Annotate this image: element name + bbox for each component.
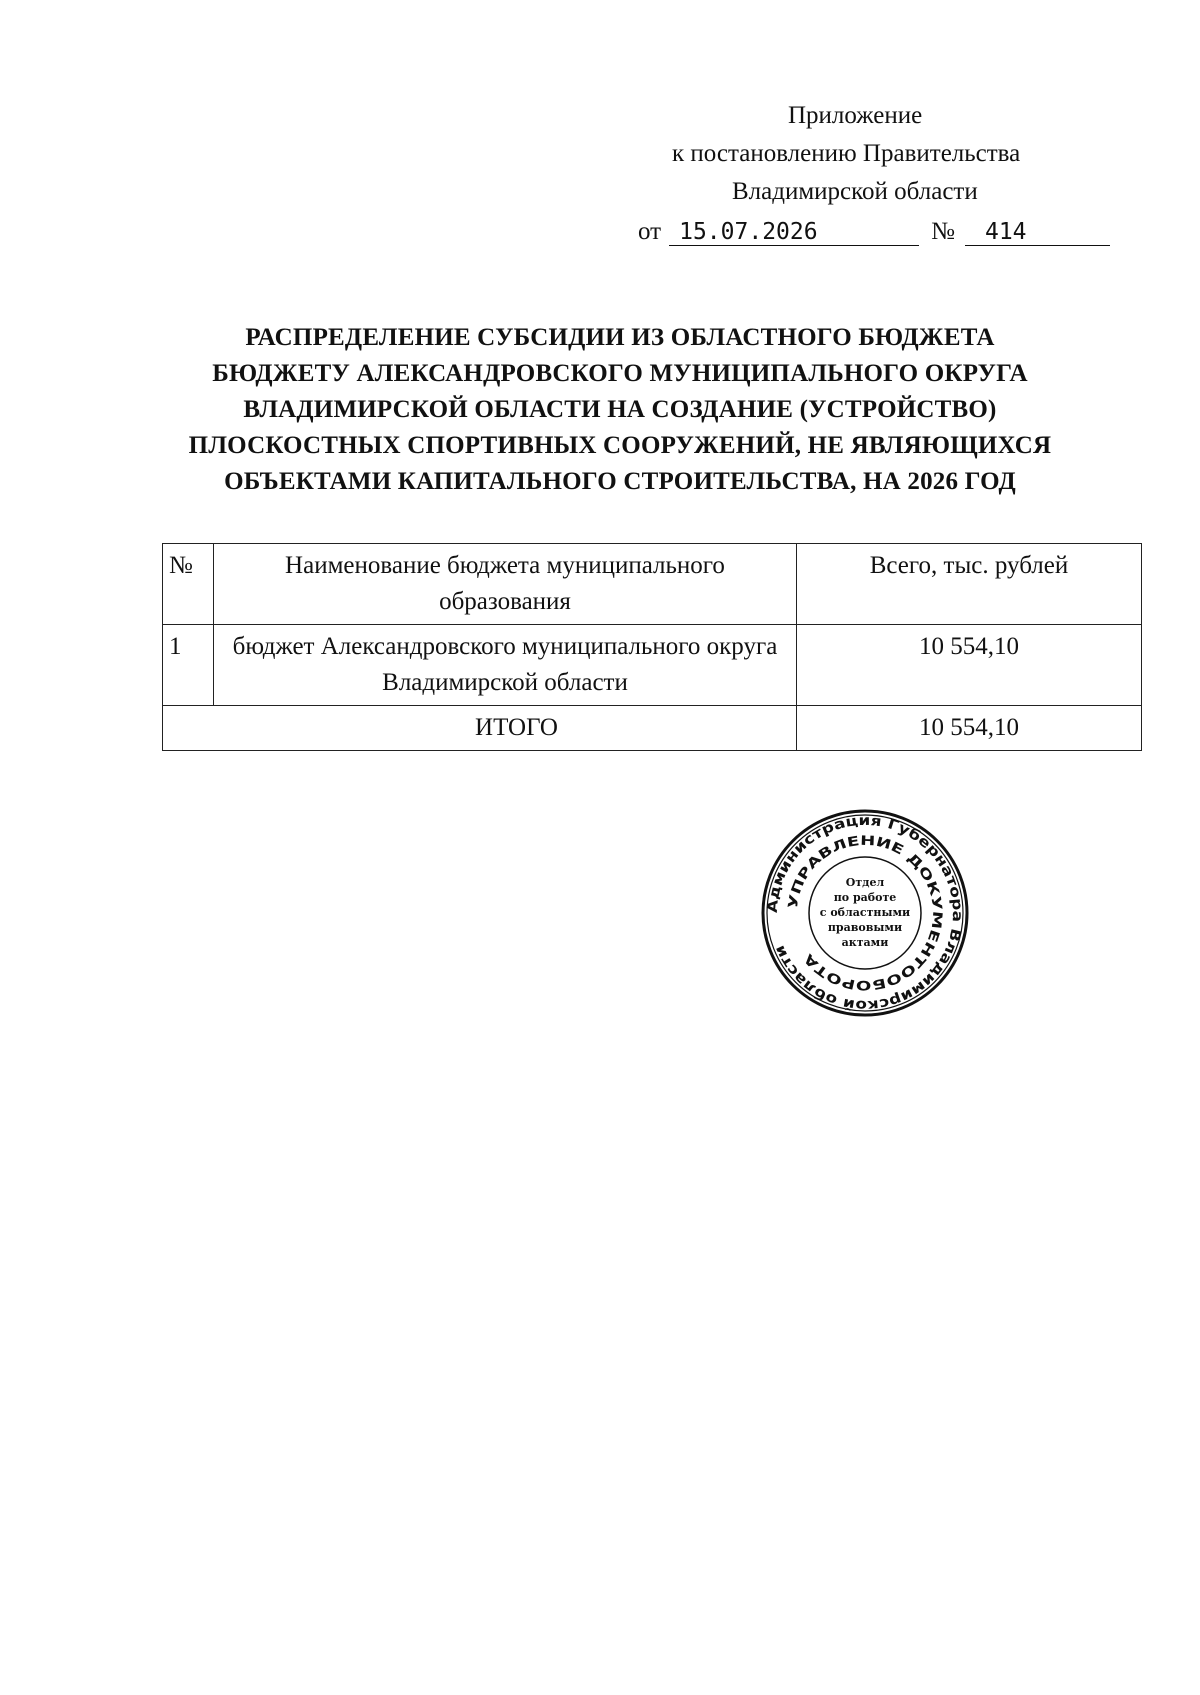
appendix-header	[600, 97, 1100, 251]
title-line-2: БЮДЖЕТУ АЛЕКСАНДРОВСКОГО МУНИЦИПАЛЬНОГО ОКРУГА	[212, 360, 1028, 387]
row-number: 1	[163, 625, 214, 706]
appendix-line-2: к постановлению Правительства	[672, 140, 1021, 167]
stamp-center-line-5: актами	[841, 936, 889, 949]
stamp-outer-text: Администрация Губернатора Владимирской области	[764, 812, 966, 1014]
title-line-5: ОБЪЕКТАМИ КАПИТАЛЬНОГО СТРОИТЕЛЬСТВА, НА 2026 ГОД	[224, 468, 1016, 495]
stamp-middle-text: УПРАВЛЕНИЕ ДОКУМЕНТООБОРОТА	[785, 833, 945, 993]
official-seal-stamp	[760, 808, 970, 1018]
title-line-3: ВЛАДИМИРСКОЙ ОБЛАСТИ НА СОЗДАНИЕ (УСТРОЙСТВО)	[243, 396, 997, 423]
allocation-table	[162, 543, 1142, 751]
header-number: №	[163, 544, 214, 625]
resolution-number: 414	[965, 219, 1110, 246]
appendix-line-1: Приложение	[788, 102, 923, 129]
from-label: от	[638, 218, 662, 245]
number-label: №	[931, 218, 955, 245]
title-line-1: РАСПРЕДЕЛЕНИЕ СУБСИДИИ ИЗ ОБЛАСТНОГО БЮДЖЕТА	[245, 324, 995, 351]
row-total: 10 554,10	[797, 625, 1142, 706]
document-title	[150, 320, 1090, 500]
stamp-center-line-2: по работе	[833, 891, 897, 904]
row-name: бюджет Александровского муниципального округа Владимирской области	[214, 625, 797, 706]
stamp-center-line-3: с областными	[819, 906, 911, 919]
table-header-row	[163, 544, 1142, 625]
stamp-center-line-4: правовыми	[827, 921, 903, 934]
header-name: Наименование бюджета муниципального образования	[214, 544, 797, 625]
appendix-date-line	[600, 213, 1100, 251]
total-label: ИТОГО	[163, 706, 797, 751]
appendix-line-3: Владимирской области	[732, 178, 978, 205]
table-total-row	[163, 706, 1142, 751]
title-line-4: ПЛОСКОСТНЫХ СПОРТИВНЫХ СООРУЖЕНИЙ, НЕ ЯВЛЯЮЩИХСЯ	[188, 432, 1052, 459]
header-total: Всего, тыс. рублей	[797, 544, 1142, 625]
stamp-center-line-1: Отдел	[845, 876, 885, 889]
resolution-date: 15.07.2026	[669, 219, 919, 246]
table-row	[163, 625, 1142, 706]
total-value: 10 554,10	[797, 706, 1142, 751]
